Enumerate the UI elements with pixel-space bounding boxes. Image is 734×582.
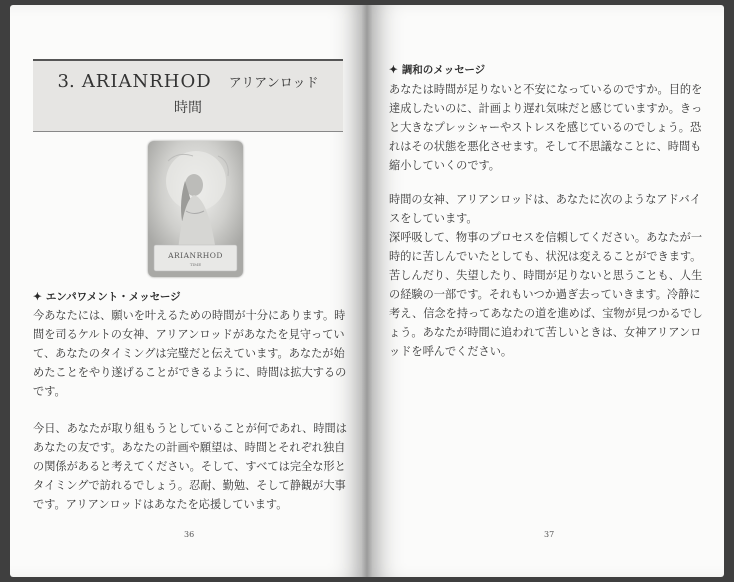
star-icon: ✦ bbox=[33, 291, 42, 303]
book-gutter bbox=[362, 5, 372, 577]
empowerment-paragraph-2: 今日、あなたが取り組もうとしていることが何であれ、時間はあなたの友です。あなたの計画や願望は、時間とそれぞれ独自の関係があると考えてください。そして、すべては完全な形とタイミングで訪れるでしょう。忍耐、勤勉、そして静観が大事です。アリアンロッドはあなたを応援しています。 bbox=[33, 422, 347, 511]
harmony-paragraph-2: 時間の女神、アリアンロッドは、あなたに次のようなアドバイスをしています。 深呼吸して、物事のプロセスを信頼してください。あなたが一時的に苦しんでいたとしても、状況は変えることができます。苦しんだり、失望したり、時間が足りないと思うことも、人生の経験の一部です。それもいつか過ぎ去っていきます。冷静に考え、信念を持ってあなたの道を進めば、宝物が見つかるでしょう。あなたが時間に追われて苦しいときは、女神アリアンロッドを呼んでください。 bbox=[389, 193, 703, 358]
harmony-paragraph-1: あなたは時間が足りないと不安になっているのですか。目的を達成したいのに、計画より遅れ気味だと感じていますか。きっと大きなプレッシャーやストレスを感じているのでしょう。恐れはその状態を悪化させます。そして不思議なことに、時間も縮小していくのです。 bbox=[389, 83, 703, 172]
left-page bbox=[10, 5, 367, 577]
card-name: ARIANRHOD bbox=[168, 251, 223, 260]
empowerment-heading-text: エンパワメント・メッセージ bbox=[45, 291, 181, 303]
chapter-name-en: ARIANRHOD bbox=[81, 71, 212, 92]
card-subtitle: TIME bbox=[189, 262, 202, 267]
chapter-subtitle: 時間 bbox=[174, 100, 202, 116]
star-icon: ✦ bbox=[389, 64, 398, 76]
harmony-heading-text: 調和のメッセージ bbox=[401, 64, 486, 76]
page-number-left: 36 bbox=[184, 530, 195, 539]
harmony-heading bbox=[389, 62, 485, 77]
empowerment-heading bbox=[33, 289, 181, 304]
chapter-number: 3. bbox=[57, 71, 75, 92]
page-number-right: 37 bbox=[544, 530, 555, 539]
chapter-title-box bbox=[33, 59, 343, 132]
open-book bbox=[10, 5, 724, 577]
empowerment-paragraph-1: 今あなたには、願いを叶えるための時間が十分にあります。時間を司るケルトの女神、アリアンロッドがあなたを見守っていて、あなたのタイミングは完璧だと伝えています。あなたが始めたことをやり遂げることができるように、時間は拡大するのです。 bbox=[33, 309, 347, 398]
chapter-name-jp: アリアンロッド bbox=[228, 76, 319, 91]
right-page bbox=[367, 5, 724, 577]
oracle-card-image bbox=[148, 141, 243, 277]
